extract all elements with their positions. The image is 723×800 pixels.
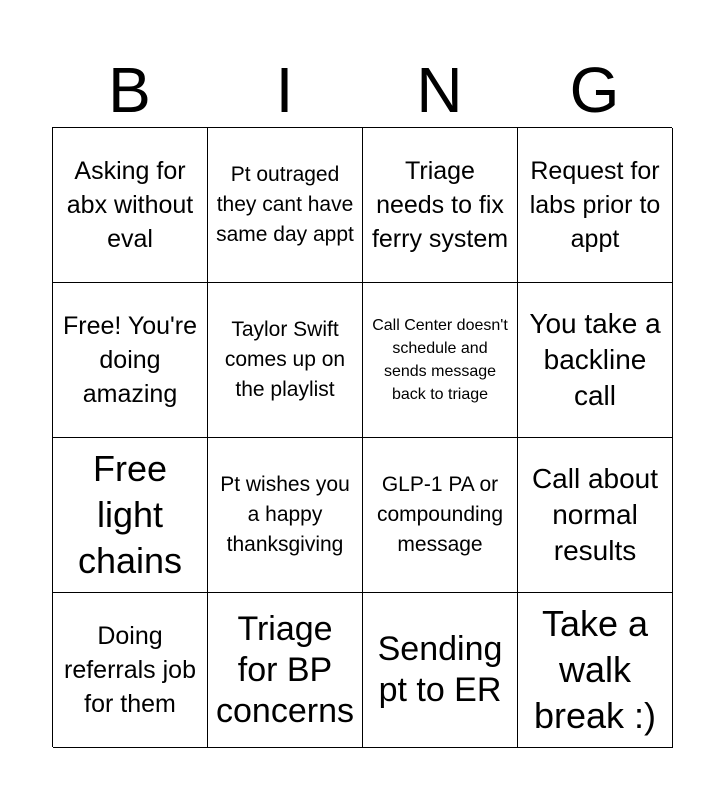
header-letter-g: G bbox=[569, 54, 620, 126]
bingo-cell[interactable] bbox=[518, 438, 673, 593]
cell-text: Triage needs to fix ferry system bbox=[371, 157, 509, 253]
bingo-cell[interactable] bbox=[363, 593, 518, 748]
bingo-cell[interactable] bbox=[208, 438, 363, 593]
bingo-cell[interactable] bbox=[53, 128, 208, 283]
bingo-cell[interactable] bbox=[53, 593, 208, 748]
cell-text: Sending pt to ER bbox=[377, 630, 503, 709]
bingo-cell[interactable] bbox=[518, 283, 673, 438]
cell-text: GLP-1 PA or compounding message bbox=[376, 473, 504, 556]
bingo-cell[interactable] bbox=[53, 438, 208, 593]
bingo-header bbox=[52, 50, 672, 130]
bingo-cell[interactable] bbox=[208, 593, 363, 748]
header-letter-i: I bbox=[275, 54, 294, 126]
bingo-cell[interactable] bbox=[518, 593, 673, 748]
bingo-cell[interactable] bbox=[363, 128, 518, 283]
cell-text: Pt wishes you a happy thanksgiving bbox=[220, 473, 350, 556]
cell-text: Taylor Swift comes up on the playlist bbox=[224, 318, 346, 401]
header-letter-n: N bbox=[416, 54, 463, 126]
cell-text: Request for labs prior to appt bbox=[529, 157, 661, 253]
cell-text: You take a backline call bbox=[529, 308, 661, 411]
cell-text: Call Center doesn't schedule and sends message back to triage bbox=[372, 317, 508, 403]
cell-text: Free light chains bbox=[77, 448, 183, 581]
cell-text: Call about normal results bbox=[531, 463, 659, 566]
cell-text: Pt outraged they cant have same day appt bbox=[216, 163, 354, 246]
bingo-cell[interactable] bbox=[363, 283, 518, 438]
bingo-cell[interactable] bbox=[363, 438, 518, 593]
bingo-cell-free[interactable] bbox=[53, 283, 208, 438]
header-letter-b: B bbox=[108, 54, 151, 126]
cell-text: Doing referrals job for them bbox=[64, 622, 196, 718]
cell-text: Asking for abx without eval bbox=[66, 157, 194, 253]
cell-text: Triage for BP concerns bbox=[216, 609, 354, 730]
bingo-cell[interactable] bbox=[518, 128, 673, 283]
cell-text: Free! You're doing amazing bbox=[62, 312, 198, 408]
bingo-cell[interactable] bbox=[208, 283, 363, 438]
bingo-cell[interactable] bbox=[208, 128, 363, 283]
bingo-board bbox=[52, 127, 672, 747]
cell-text: Take a walk break :) bbox=[533, 603, 657, 736]
